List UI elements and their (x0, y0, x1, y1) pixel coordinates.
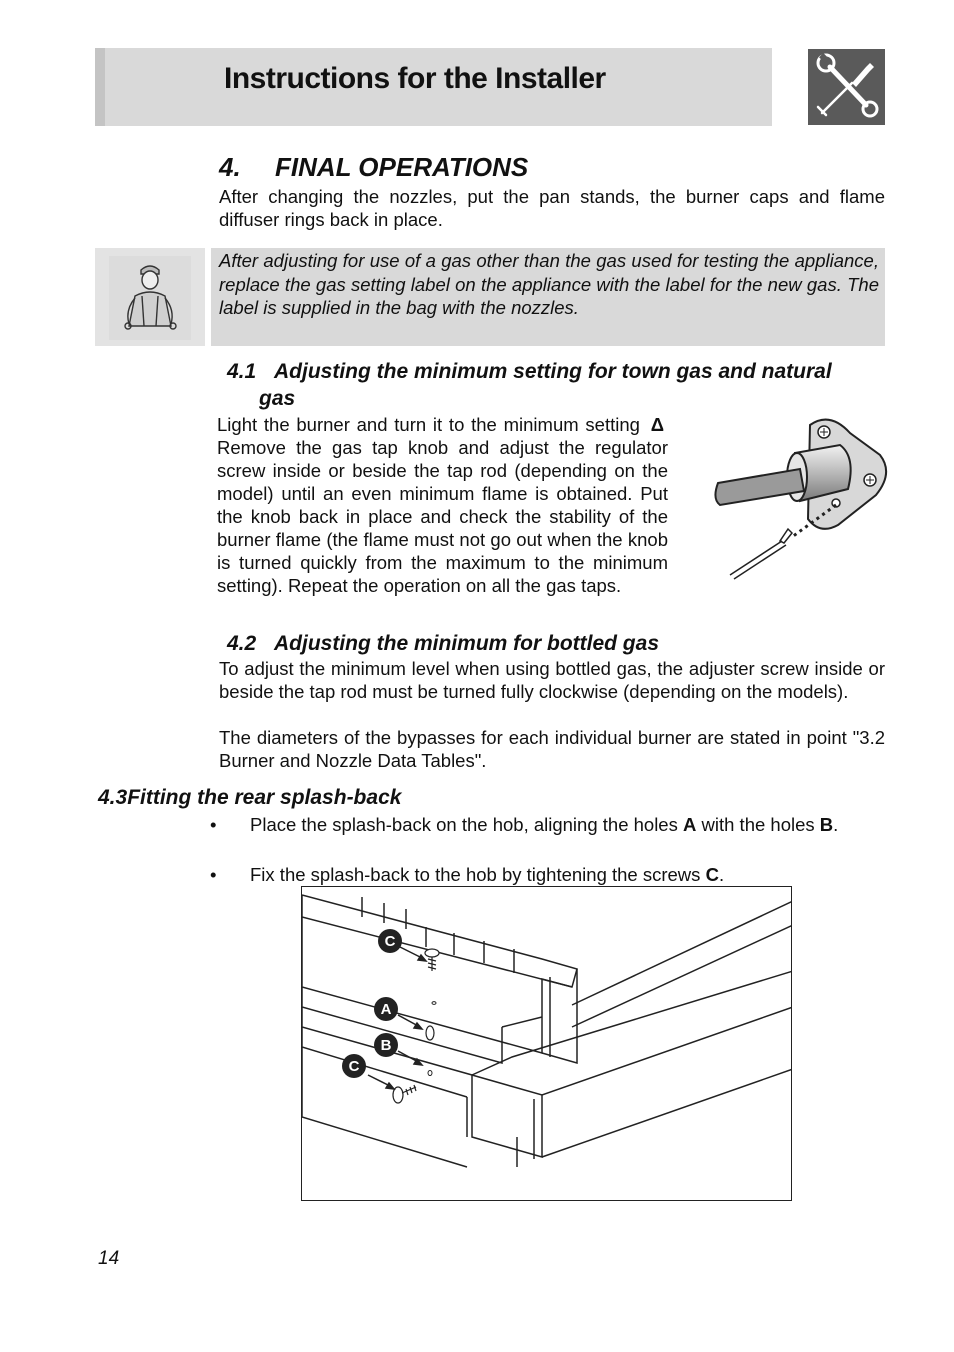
bullet-1-bold-a: A (683, 814, 697, 835)
page-number: 14 (98, 1248, 120, 1269)
bullet-2-before: Fix the splash-back to the hob by tightening the screws (250, 864, 706, 885)
subsection-4-2-title-text: Adjusting the minimum for bottled gas (274, 632, 659, 655)
splash-back-diagram (301, 886, 792, 1201)
figure-label-c-bottom: C (348, 1058, 360, 1075)
page-header-title: Instructions for the Installer (224, 62, 606, 95)
bullet-text-1 (250, 813, 885, 836)
section-title (219, 152, 528, 183)
figure-label-a: A (380, 1001, 392, 1018)
figure-label-c-top: C (384, 933, 396, 950)
bullet-glyph: • (210, 814, 217, 835)
note-separator (205, 248, 211, 346)
bullet-1-after: . (833, 814, 839, 835)
subsection-4-1-number: 4.1 (227, 360, 257, 383)
figure-label-b: B (380, 1037, 392, 1054)
subsection-4-1-title-line2: gas (259, 387, 296, 410)
subsection-4-1-title-line1: Adjusting the minimum setting for town gas and natural (274, 360, 832, 383)
bullet-text-2 (250, 863, 885, 886)
bullet-glyph: • (210, 864, 217, 885)
bullet-1-before: Place the splash-back on the hob, aligning the holes (250, 814, 683, 835)
subsection-4-2-number: 4.2 (227, 632, 257, 655)
section-intro: After changing the nozzles, put the pan stands, the burner caps and flame diffuser rings back in place. (219, 186, 885, 230)
section-title-text: FINAL OPERATIONS (275, 152, 529, 182)
body-before-symbol: Light the burner and turn it to the minimum setting (217, 414, 640, 435)
subsection-4-2-body-1: To adjust the minimum level when using bottled gas, the adjuster screw inside or beside the tap rod must be turned fully clockwise (depending on the models). (219, 658, 885, 702)
subsection-4-2-title (227, 632, 659, 656)
tools-icon (808, 49, 885, 125)
subsection-4-1-title (227, 360, 832, 384)
minimum-flame-symbol: Δ (650, 414, 665, 435)
subsection-4-1-body (217, 413, 668, 597)
gas-tap-illustration (700, 405, 890, 585)
subsection-4-3-title: 4.3Fitting the rear splash-back (98, 786, 402, 809)
section-number: 4. (219, 152, 241, 182)
bullet-1-bold-b: B (819, 814, 834, 835)
body-after-symbol: Remove the gas tap knob and adjust the regulator screw inside or beside the tap rod (depending on the model) until an even minimum flame is obtained. Put the knob back in place and check the stability of the burner flame (the flame must not go out when the knob is turned quickly from the maximum to the minimum setting). Repeat the operation on all the gas taps. (217, 437, 668, 596)
bullet-2-bold-c: C (705, 864, 719, 885)
installer-figure-icon (95, 248, 205, 346)
subsection-4-2-body-2: The diameters of the bypasses for each individual burner are stated in point "3.2 Burner and Nozzle Data Tables". (219, 727, 885, 771)
bullet-1-middle: with the holes (696, 814, 820, 835)
bullet-2-after: . (718, 864, 725, 885)
note-text: After adjusting for use of a gas other than the gas used for testing the appliance, replace the gas setting label on the appliance with the label for the new gas. The label is supplied in the bag with the nozzles. (219, 250, 879, 318)
